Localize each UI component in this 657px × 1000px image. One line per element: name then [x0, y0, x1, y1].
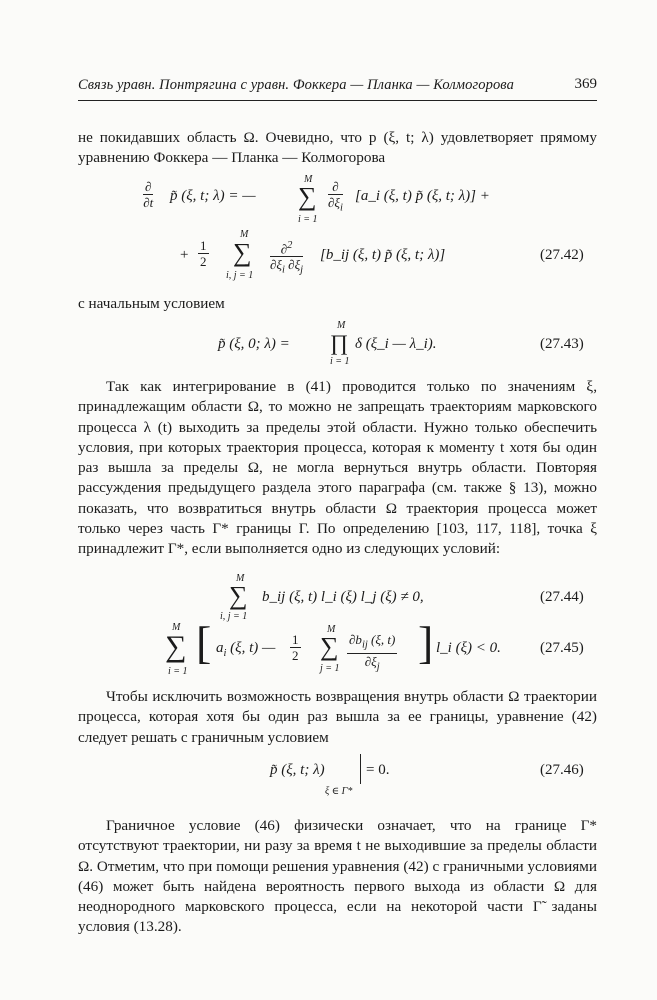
- double-sum-sign: ∑: [233, 238, 252, 267]
- sum-lower-limit: i = 1: [298, 214, 318, 225]
- db-fraction: $\partial b_{ij}$ (ξ, t) $\partial\xi_j$: [349, 632, 396, 673]
- left-bracket: [: [196, 617, 212, 668]
- eq43-rhs: δ (ξ_i — λ_i).: [355, 336, 437, 352]
- partial-xi-fraction: ∂ $\partial\xi_i$: [328, 179, 343, 214]
- half-fraction: $\frac{1}{2}$: [200, 238, 207, 269]
- eq44-number: (27.44): [540, 589, 584, 605]
- product-upper-limit: M: [337, 320, 346, 331]
- double-sum-upper-limit: M: [240, 229, 249, 240]
- eq43-lhs: p̃ (ξ, 0; λ) =: [218, 336, 290, 352]
- inner-sum-upper-limit: M: [327, 624, 336, 635]
- sum45-sign: ∑: [165, 630, 187, 663]
- inner-sum-sign: ∑: [320, 632, 339, 661]
- sum45-lower-limit: i = 1: [168, 666, 188, 677]
- evaluation-bar: [360, 754, 361, 784]
- a-term: $a_i$ (ξ, t) —: [216, 640, 276, 659]
- eq45-body: l_i (ξ) < 0.: [436, 640, 501, 656]
- running-title: Связь уравн. Понтрягина с уравн. Фоккера — Планка — Колмогорова: [78, 77, 514, 93]
- eq42-lhs: p̃ (ξ, t; λ) = —: [170, 188, 256, 204]
- inner-sum-lower-limit: j = 1: [320, 663, 340, 674]
- second-derivative-fraction: $\frac{\partial^2}{\partial\xi_i \partial\xi_j}$: [270, 240, 304, 276]
- paragraph-5: Граничное условие (46) физически означает, что на границе Γ* отсутствуют траектории, ни разу за время t не выходившие за пределы области Ω. Отметим, что при помощи решения уравнения (42) с граничными условиями (46) может быть найдена вероятность первого выхода из области Ω для неоднородного марковского процесса, если на некоторой части Γ̃ заданы условия (13.28).: [78, 817, 597, 936]
- eq46-body: p̃ (ξ, t; λ): [270, 762, 325, 778]
- eq45-number: (27.45): [540, 640, 584, 656]
- paragraph-2: с начальным условием: [78, 295, 225, 312]
- partial-t-fraction: ∂ ∂t: [143, 179, 154, 210]
- half-fraction-45: $\frac{1}{2}$: [292, 632, 299, 663]
- sum-sign: ∑: [298, 182, 317, 211]
- right-bracket: ]: [418, 617, 434, 668]
- sum44-upper-limit: M: [236, 573, 245, 584]
- eq46-number: (27.46): [540, 762, 584, 778]
- paragraph-1: не покидавших область Ω. Очевидно, что p (ξ, t; λ) удовлетворяет прямому уравнению Фоккера — Планка — Колмогорова: [78, 129, 597, 167]
- plus-sign: +: [180, 247, 189, 263]
- paragraph-4: Чтобы исключить возможность возвращения внутрь области Ω траектории процесса, которая хотя бы один раз вышла за ее границы, уравнение (42) следует решать с граничным условием: [78, 688, 597, 746]
- product-lower-limit: i = 1: [330, 356, 350, 367]
- eq43-number: (27.43): [540, 336, 584, 352]
- paragraph-3: Так как интегрирование в (41) проводится только по значениям ξ, принадлежащим области Ω, то можно не запрещать траекториям марковского процесса λ (t) выходить за пределы этой области. Нужно только обеспечить условия, при которых траектория процесса, которая к моменту t хотя бы один раз вышла за пределы Ω, не могла вернуться внутрь области. Повторяя рассуждения предыдущего раздела этого параграфа (см. также § 13), можно показать, что возвратиться внутрь области Ω траектория процесса может только через часть Γ* границы Γ. По определению [103, 117, 118], точка ξ принадлежит Γ*, если выполняется одно из следующих условий:: [78, 378, 597, 558]
- eq42-number: (27.42): [540, 247, 584, 263]
- page-number: 369: [574, 76, 597, 92]
- eq42-line2-rhs: [b_ij (ξ, t) p̃ (ξ, t; λ)]: [320, 247, 446, 263]
- double-sum-lower-limit: i, j = 1: [226, 270, 254, 281]
- product-sign: ∏: [330, 330, 349, 355]
- sum44-lower-limit: i, j = 1: [220, 611, 248, 622]
- eq42-line1-rhs: [a_i (ξ, t) p̃ (ξ, t; λ)] +: [355, 188, 490, 204]
- eq46-subscript: ξ ∈ Γ*: [325, 786, 353, 797]
- eq46-rhs: = 0.: [366, 762, 390, 778]
- sum-upper-limit: M: [304, 174, 313, 185]
- sum44-sign: ∑: [229, 581, 248, 610]
- sum45-upper-limit: M: [172, 622, 181, 633]
- eq44-body: b_ij (ξ, t) l_i (ξ) l_j (ξ) ≠ 0,: [262, 589, 424, 605]
